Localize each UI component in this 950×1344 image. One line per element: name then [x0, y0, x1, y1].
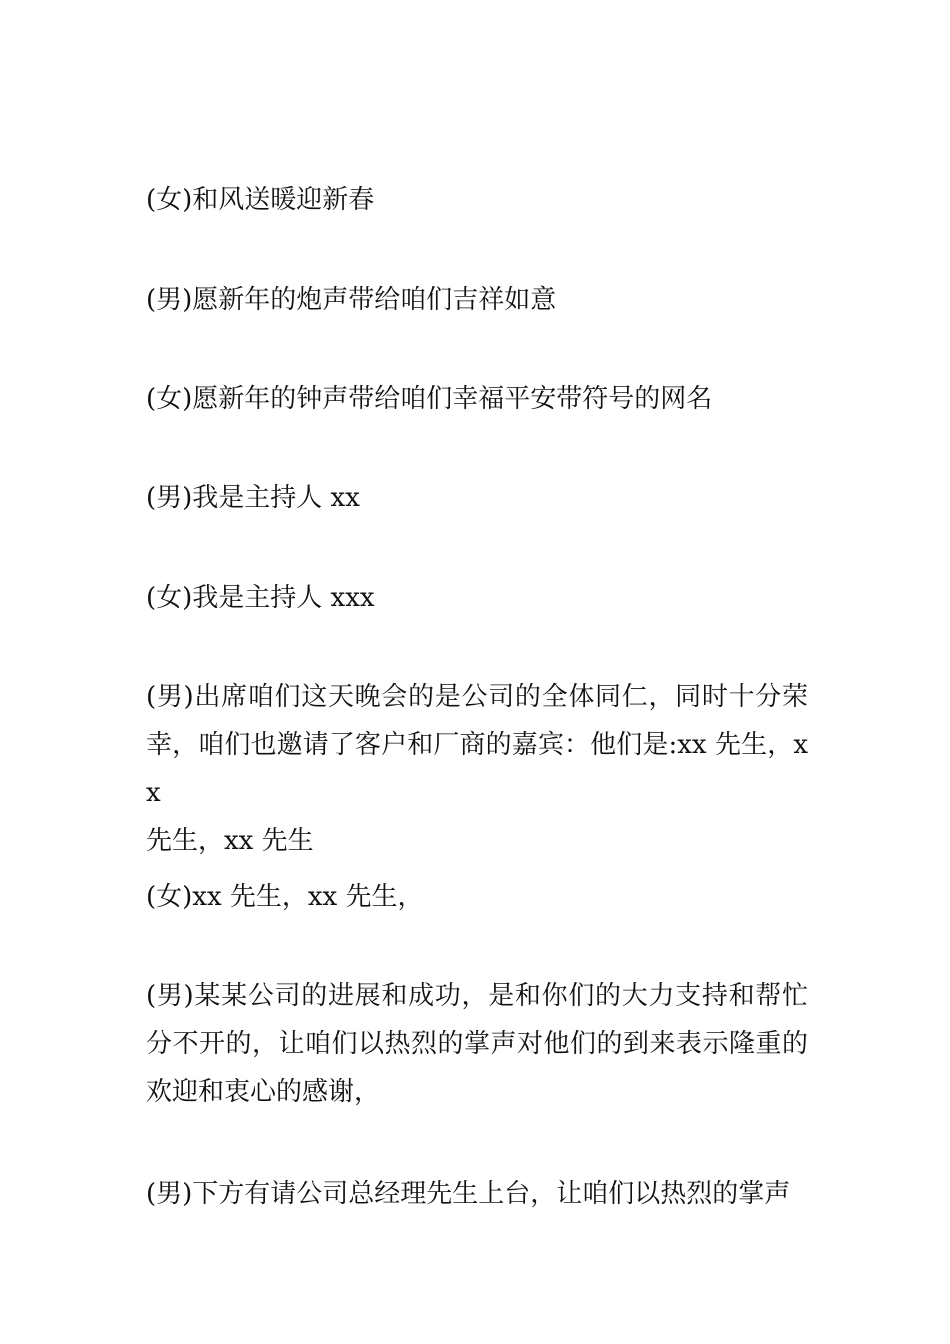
dialogue-paragraph	[146, 276, 808, 324]
dialogue-paragraph	[146, 574, 808, 622]
text-line: 幸，咱们也邀请了客户和厂商的嘉宾：他们是:xx 先生，xx	[146, 730, 808, 808]
text-line: (女)愿新年的钟声带给咱们幸福平安带符号的网名	[146, 384, 713, 414]
text-line: (男)下方有请公司总经理先生上台，让咱们以热烈的掌声	[146, 1179, 791, 1209]
text-line: 欢迎和衷心的感谢，	[146, 1077, 381, 1107]
dialogue-paragraph	[146, 1170, 808, 1218]
text-line: (男)某某公司的进展和成功，是和你们的大力支持和帮忙	[146, 981, 808, 1011]
text-line: 分不开的，让咱们以热烈的掌声对他们的到来表示隆重的	[146, 1029, 808, 1059]
text-line: (女)我是主持人 xxx	[146, 583, 375, 613]
dialogue-paragraph	[146, 972, 808, 1116]
text-line: (女)和风送暖迎新春	[146, 185, 375, 215]
dialogue-paragraph	[146, 673, 808, 865]
dialogue-paragraph	[146, 873, 808, 921]
dialogue-paragraph	[146, 474, 808, 522]
text-line: (男)出席咱们这天晚会的是公司的全体同仁，同时十分荣	[146, 682, 808, 712]
text-line: (男)愿新年的炮声带给咱们吉祥如意	[146, 285, 557, 315]
dialogue-paragraph	[146, 375, 808, 423]
text-line: (男)我是主持人 xx	[146, 483, 360, 513]
dialogue-paragraph	[146, 176, 808, 224]
text-line: 先生，xx 先生	[146, 826, 314, 856]
text-line: (女)xx 先生，xx 先生，	[146, 882, 424, 912]
